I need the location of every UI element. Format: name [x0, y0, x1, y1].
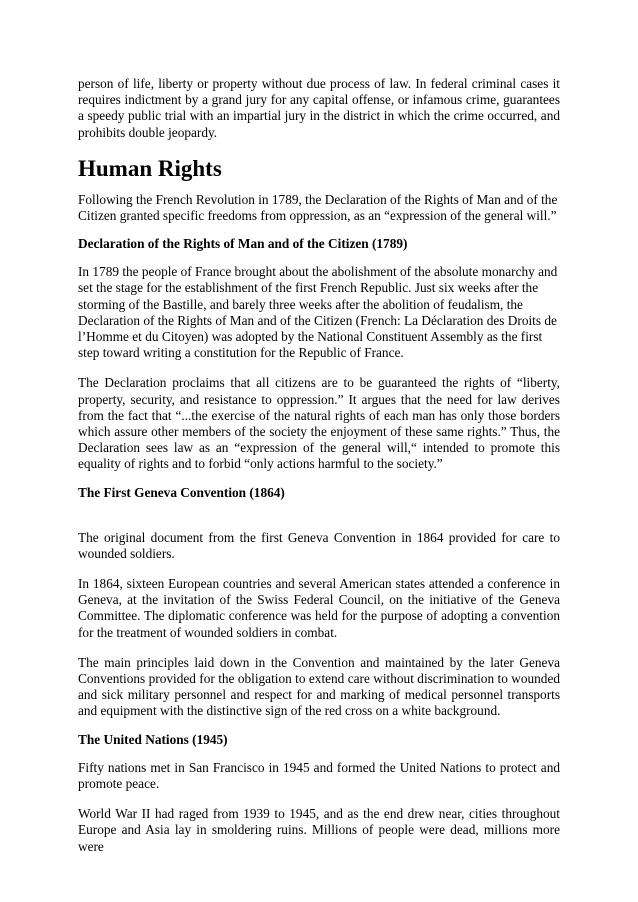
french-revolution-paragraph: Following the French Revolution in 1789, the Declaration of the Rights of Man and of the Citizen granted specific freedoms from oppression, as an “expression of the general will.”: [78, 191, 558, 224]
geneva-paragraph-3: The main principles laid down in the Convention and maintained by the later Geneva Conventions provided for the obligation to extend care without discrimination to wounded and sick military personnel and respect for and marking of medical personnel transports and equipment with the distinctive sign of the red cross on a white background.: [78, 654, 560, 719]
united-nations-paragraph-2: World War II had raged from 1939 to 1945, and as the end drew near, cities throughout Europe and Asia lay in smoldering ruins. Millions of people were dead, millions more were: [78, 806, 560, 854]
heading-geneva-convention: The First Geneva Convention (1864): [78, 484, 285, 500]
document-page: [78, 76, 560, 855]
section-title-human-rights: Human Rights: [78, 155, 222, 181]
declaration-paragraph-1: In 1789 the people of France brought about the abolishment of the absolute monarchy and set the stage for the establishment of the first French Republic. Just six weeks after the storming of the Bastille, and barely three weeks after the abolition of feudalism, the Declaration of the Rights of Man and of the Citizen (French: La Déclaration des Droits de l’Homme et du Citoyen) was adopted by the National Constituent Assembly as the first step toward writing a constitution for the Republic of France.: [78, 264, 558, 361]
united-nations-paragraph-1: Fifty nations met in San Francisco in 1945 and formed the United Nations to protect and promote peace.: [78, 759, 560, 791]
intro-paragraph: person of life, liberty or property without due process of law. In federal criminal cases it requires indictment by a grand jury for any capital offense, or infamous crime, guarantees a speedy public trial with an impartial jury in the district in which the crime occurred, and prohibits double jeopardy.: [78, 76, 560, 140]
geneva-paragraph-1: The original document from the first Geneva Convention in 1864 provided for care to wounded soldiers.: [78, 529, 560, 561]
heading-united-nations: The United Nations (1945): [78, 731, 228, 747]
declaration-paragraph-2: The Declaration proclaims that all citizens are to be guaranteed the rights of “liberty, property, security, and resistance to oppression.” It argues that the need for law derives from the fact that “...the exercise of the natural rights of each man has only those borders which assure other members of the society the enjoyment of these same rights.” Thus, the Declaration sees law as an “expression of the general will,“ intended to promote this equality of rights and to forbid “only actions harmful to the society.”: [78, 375, 560, 472]
geneva-paragraph-2: In 1864, sixteen European countries and several American states attended a conference in Geneva, at the invitation of the Swiss Federal Council, on the initiative of the Geneva Committee. The diplomatic conference was held for the purpose of adopting a convention for the treatment of wounded soldiers in combat.: [78, 576, 560, 640]
heading-declaration: Declaration of the Rights of Man and of the Citizen (1789): [78, 236, 408, 252]
